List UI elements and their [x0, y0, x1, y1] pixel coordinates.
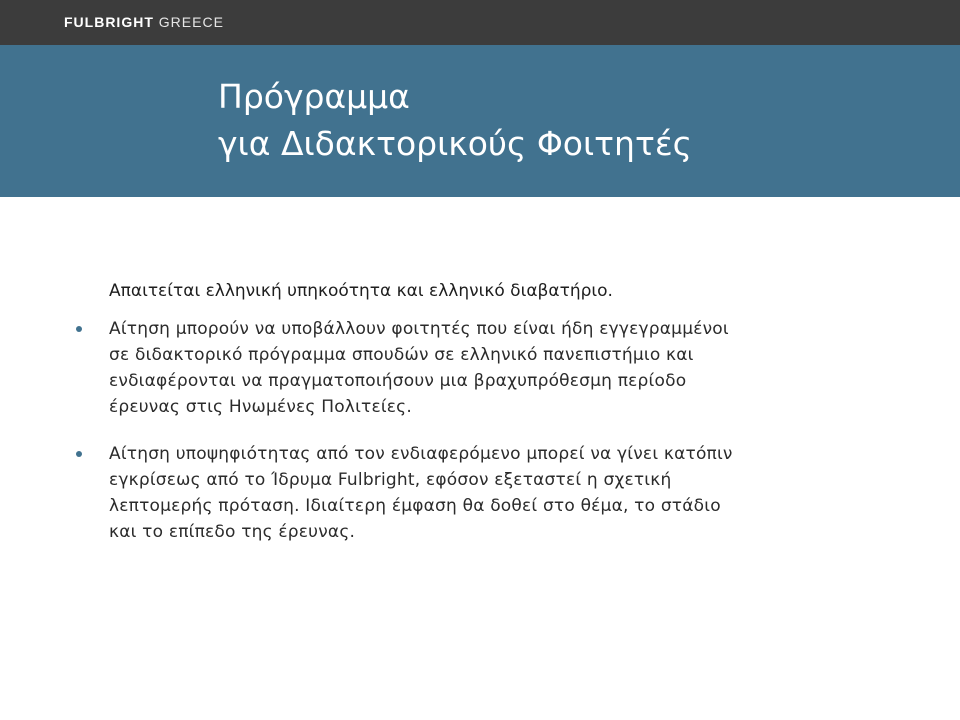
brand-logo: [64, 14, 224, 30]
brand-region: GREECE: [153, 14, 224, 30]
bullet-list: [74, 316, 874, 566]
brand-name: FULBRIGHT: [64, 14, 154, 30]
bullet-line: Αίτηση μπορούν να υποβάλλουν φοιτητές που είναι ήδη εγγεγραμμένοι: [109, 319, 729, 339]
bullet-line: και το επίπεδο της έρευνας.: [109, 522, 356, 542]
title-line-2: για Διδακτορικούς Φοιτητές: [218, 124, 693, 163]
bullet-line: σε διδακτορικό πρόγραμμα σπουδών σε ελληνικό πανεπιστήμιο και: [109, 345, 694, 365]
title-line-1: Πρόγραμμα: [218, 77, 410, 116]
bullet-line: εγκρίσεως από το Ίδρυμα Fulbright, εφόσον εξεταστεί η σχετική: [109, 470, 672, 490]
bullet-line: λεπτομερής πρόταση. Ιδιαίτερη έμφαση θα δοθεί στο θέμα, το στάδιο: [109, 496, 721, 516]
bullet-item-1: [74, 316, 874, 420]
bullet-line: Αίτηση υποψηφιότητας από τον ενδιαφερόμενο μπορεί να γίνει κατόπιν: [109, 444, 733, 464]
bullet-line: ενδιαφέρονται να πραγματοποιήσουν μια βραχυπρόθεσμη περίοδο: [109, 371, 687, 391]
bullet-dot-icon: [76, 326, 82, 332]
intro-text: Απαιτείται ελληνική υπηκοότητα και ελληνικό διαβατήριο.: [109, 281, 613, 301]
slide-title: [218, 73, 692, 167]
bullet-dot-icon: [76, 451, 82, 457]
bullet-item-2: [74, 441, 874, 545]
top-bar: [0, 0, 960, 45]
bullet-line: έρευνας στις Ηνωμένες Πολιτείες.: [109, 397, 412, 417]
